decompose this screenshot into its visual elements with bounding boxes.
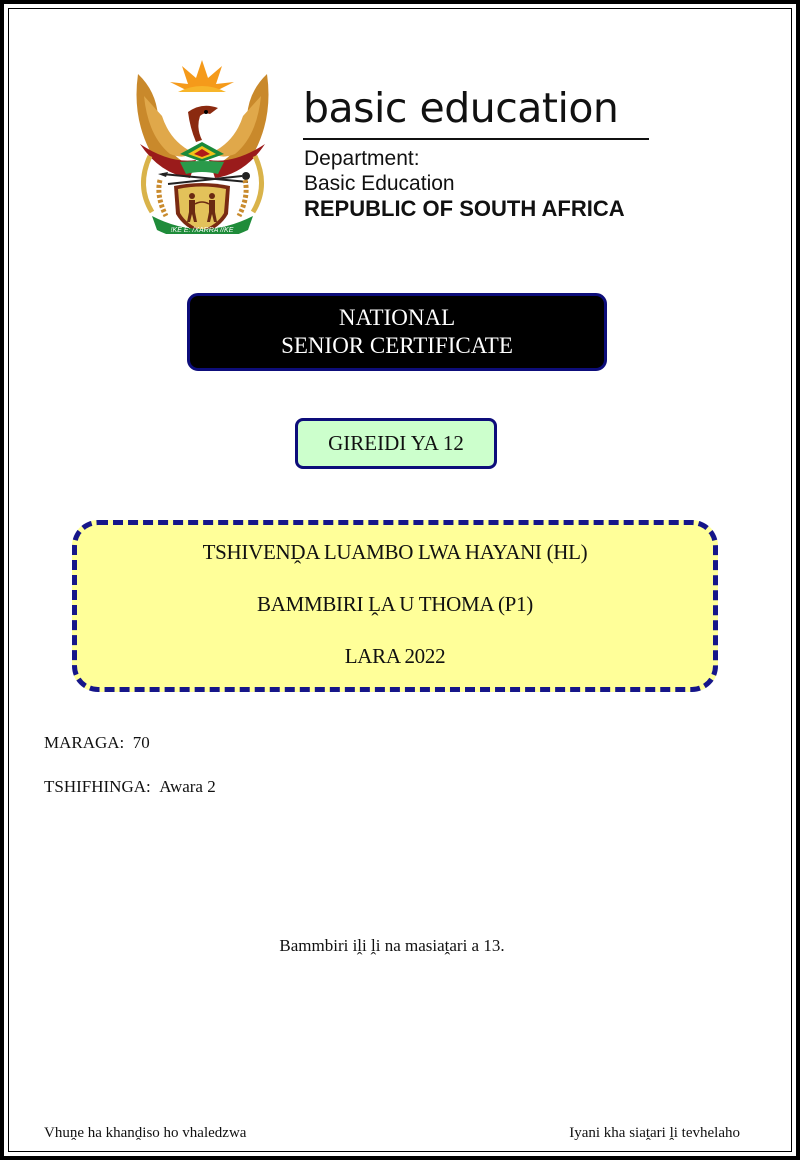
page-count-note: Bammbiri iḽi ḽi na masiaṱari a 13. [279,936,505,955]
marks-value: 70 [132,733,150,752]
paper-title: BAMMBIRI ḼA U THOMA (P1) [257,592,533,616]
logo-divider [303,138,649,140]
footer-copyright: Vhuṋe ha khanḓiso ho vhaledzwa [44,1125,247,1141]
marks-label: MARAGA: [44,733,125,752]
grade-badge: GIREIDI YA 12 [295,418,497,469]
certificate-line-2: SENIOR CERTIFICATE [281,333,513,358]
coat-of-arms-icon [130,56,275,234]
country-name: REPUBLIC OF SOUTH AFRICA [304,196,625,221]
footer-turn-over: Iyani kha siaṱari ḽi tevhelaho [569,1125,740,1141]
department-name: Basic Education [304,172,455,195]
time-value: Awara 2 [159,777,216,796]
time-label: TSHIFHINGA: [44,777,151,796]
subject-title: TSHIVENḒA LUAMBO LWA HAYANI (HL) [202,540,588,564]
marks-row [44,733,150,753]
department-label: Department: [304,147,420,170]
certificate-line-1: NATIONAL [338,305,456,330]
svg-text:!KE E: /XARRA //KE: !KE E: /XARRA //KE [170,227,234,234]
exam-session: LARA 2022 [344,644,446,668]
certificate-banner [187,293,607,371]
time-row [44,777,216,797]
logo-wordmark: basic education [303,84,619,132]
